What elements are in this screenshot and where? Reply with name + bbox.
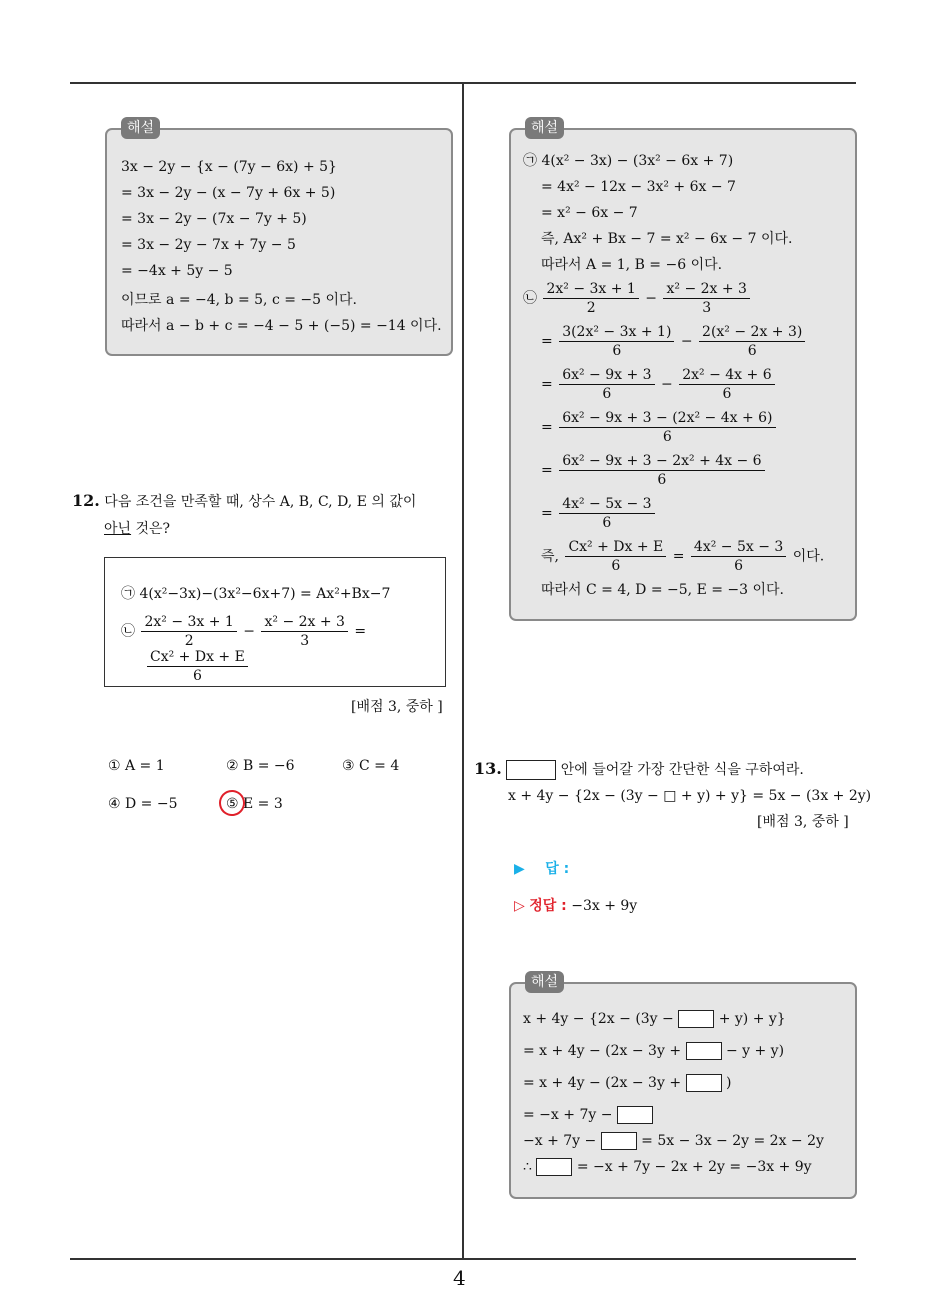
choice-4[interactable]: ④ D = −5: [108, 796, 178, 812]
condition-box: [104, 557, 446, 687]
solution-line: 이므로 a = −4, b = 5, c = −5 이다.: [121, 292, 357, 308]
answer-label: 답 :: [545, 861, 570, 877]
frac-num: 3(2x² − 3x + 1): [559, 323, 674, 342]
solution-line: [523, 1010, 786, 1028]
solution-line: [523, 1132, 824, 1150]
frac-den: 6: [657, 472, 667, 488]
solution-line: = 3x − 2y − 7x + 7y − 5: [121, 237, 296, 253]
solution-line: 따라서 C = 4, D = −5, E = −3 이다.: [541, 582, 785, 598]
expr: + y) + y}: [718, 1011, 786, 1027]
solution-box-q13: [509, 974, 857, 1199]
circled-nieun-icon: ㉡: [523, 290, 537, 307]
frac-num: x² − 2x + 3: [663, 280, 749, 299]
question-13-line1: [474, 757, 804, 782]
correct-label: 정답 :: [529, 898, 567, 914]
frac-den: 6: [602, 386, 612, 402]
solution-line: = x² − 6x − 7: [541, 205, 638, 221]
frac-den: 6: [612, 343, 622, 359]
frac-num: 2x² − 4x + 6: [679, 366, 774, 385]
solution-line: 즉, Ax² + Bx − 7 = x² − 6x − 7 이다.: [541, 231, 793, 247]
blank-box: [601, 1132, 637, 1150]
condition-1-text: 4(x²−3x)−(3x²−6x+7) = Ax²+Bx−7: [139, 586, 391, 602]
solution-line: = 3x − 2y − (x − 7y + 6x + 5): [121, 185, 336, 201]
expr: ): [725, 1075, 732, 1091]
frac-num: 6x² − 9x + 3 − 2x² + 4x − 6: [559, 452, 764, 471]
question-text: 안에 들어갈 가장 간단한 식을 구하여라.: [560, 762, 804, 778]
choice-2[interactable]: ② B = −6: [226, 758, 295, 774]
play-filled-icon: ▶: [514, 861, 525, 877]
frac-den: 2: [184, 633, 194, 649]
text-ida: 이다.: [792, 548, 825, 565]
choice-5[interactable]: ⑤ E = 3: [226, 796, 283, 812]
frac-num: 6x² − 9x + 3: [559, 366, 654, 385]
expr: = x + 4y − (2x − 3y +: [523, 1043, 682, 1059]
solution-line: [523, 1042, 784, 1060]
blank-box: [536, 1158, 572, 1176]
frac-den: 6: [611, 558, 621, 574]
correct-answer-row: [514, 895, 637, 915]
solution-line-frac: = $\frac{\text{6x² − 9x + 3 − 2x² + 4x − 6}}{6}$: [541, 452, 767, 489]
points-label: [배점 3, 중하 ]: [351, 699, 443, 715]
frac-den: 6: [734, 558, 744, 574]
circled-nieun-icon: ㉡: [121, 623, 135, 640]
solution-tag: 해설: [525, 971, 564, 993]
frac-den: 6: [662, 429, 672, 445]
frac-den: 6: [192, 668, 202, 684]
question-12-line2: [104, 517, 170, 541]
solution-line-frac: ㉡ $\frac{\text{2x² − 3x + 1}}{2}$ − $\frac{\text{x² − 2x + 3}}{3}$: [523, 280, 752, 317]
solution-tag: 해설: [121, 117, 160, 139]
solution-line-frac: = $\frac{\text{3(2x² − 3x + 1)}}{6}$ − $\frac{\text{2(x² − 2x + 3)}}{6}$: [541, 323, 807, 360]
play-outline-icon: ▷: [514, 898, 525, 914]
frac-num: 2x² − 3x + 1: [141, 613, 236, 632]
condition-2-rhs: [145, 648, 250, 685]
solution-line: 3x − 2y − {x − (7y − 6x) + 5}: [121, 159, 337, 175]
solution-line: [523, 1158, 812, 1176]
solution-line: = −4x + 5y − 5: [121, 263, 233, 279]
answer-row: [514, 858, 569, 878]
expr: − y + y): [725, 1043, 785, 1059]
page-number: 4: [453, 1266, 466, 1290]
solution-line-frac: = $\frac{\text{6x² − 9x + 3 − (2x² − 4x + 6)}}{6}$: [541, 409, 778, 446]
question-12-line1: [72, 489, 416, 514]
frac-num: 2(x² − 2x + 3): [699, 323, 805, 342]
expr: = x + 4y − (2x − 3y +: [523, 1075, 682, 1091]
operator: =: [354, 623, 367, 640]
solution-line: = 3x − 2y − (7x − 7y + 5): [121, 211, 307, 227]
frac-num: Cx² + Dx + E: [147, 648, 248, 667]
circled-giyeok-icon: ㉠: [121, 586, 135, 602]
solution-line-frac: 즉, $\frac{\text{Cx² + Dx + E}}{6}$ = $\frac{\text{4x² − 5x − 3}}{6}$ 이다.: [541, 539, 825, 574]
text-jeuk: 즉,: [541, 548, 559, 565]
expr: = −x + 7y − 2x + 2y = −3x + 9y: [576, 1159, 812, 1175]
question-text: 다음 조건을 만족할 때, 상수 A, B, C, D, E 의 값이: [104, 494, 417, 510]
blank-box: [678, 1010, 714, 1028]
expr: x + 4y − {2x − (3y −: [523, 1011, 674, 1027]
question-number: 12.: [72, 491, 100, 510]
column-divider: [462, 84, 464, 1259]
solution-line: [523, 1106, 653, 1124]
question-text: 것은?: [131, 521, 171, 537]
frac-den: 2: [586, 300, 596, 316]
operator: −: [243, 623, 256, 640]
answer-mark-circle: [217, 788, 248, 819]
solution-box-q12: [509, 120, 857, 621]
frac-den: 6: [602, 515, 612, 531]
frac-den: 6: [747, 343, 757, 359]
correct-value: −3x + 9y: [571, 898, 638, 914]
solution-line: ㉠ 4(x² − 3x) − (3x² − 6x + 7): [523, 153, 734, 169]
frac-num: 4x² − 5x − 3: [559, 495, 654, 514]
solution-box-q11: [105, 120, 453, 356]
frac-num: 2x² − 3x + 1: [543, 280, 638, 299]
choice-3[interactable]: ③ C = 4: [342, 758, 400, 774]
choice-1[interactable]: ① A = 1: [108, 758, 165, 774]
therefore-icon: ∴: [523, 1159, 532, 1175]
solution-line-frac: = $\frac{\text{6x² − 9x + 3}}{6}$ − $\frac{\text{2x² − 4x + 6}}{6}$: [541, 366, 777, 403]
solution-line: 따라서 A = 1, B = −6 이다.: [541, 257, 723, 273]
bottom-rule: [70, 1258, 856, 1260]
blank-box: [686, 1042, 722, 1060]
blank-box: [686, 1074, 722, 1092]
frac-den: 3: [300, 633, 310, 649]
blank-box: [506, 760, 556, 780]
frac-num: Cx² + Dx + E: [565, 538, 666, 557]
underlined-word: 아닌: [104, 521, 132, 537]
frac-num: 4x² − 5x − 3: [691, 538, 786, 557]
solution-line-frac: = $\frac{\text{4x² − 5x − 3}}{6}$: [541, 495, 657, 532]
blank-box: [617, 1106, 653, 1124]
condition-2: [121, 613, 366, 650]
expr: = 5x − 3x − 2y = 2x − 2y: [641, 1133, 824, 1149]
solution-tag: 해설: [525, 117, 564, 139]
solution-line: = 4x² − 12x − 3x² + 6x − 7: [541, 179, 736, 195]
frac-den: 3: [702, 300, 712, 316]
expr: = −x + 7y −: [523, 1107, 613, 1123]
expr: −x + 7y −: [523, 1133, 597, 1149]
solution-line: 따라서 a − b + c = −4 − 5 + (−5) = −14 이다.: [121, 318, 442, 334]
frac-den: 6: [722, 386, 732, 402]
points-label: [배점 3, 중하 ]: [757, 814, 849, 830]
condition-1: [121, 585, 390, 603]
frac-num: x² − 2x + 3: [261, 613, 347, 632]
solution-line: [523, 1074, 731, 1092]
question-equation: x + 4y − {2x − (3y − □ + y) + y} = 5x − (3x + 2y): [508, 788, 872, 804]
question-number: 13.: [474, 759, 502, 778]
frac-num: 6x² − 9x + 3 − (2x² − 4x + 6): [559, 409, 775, 428]
